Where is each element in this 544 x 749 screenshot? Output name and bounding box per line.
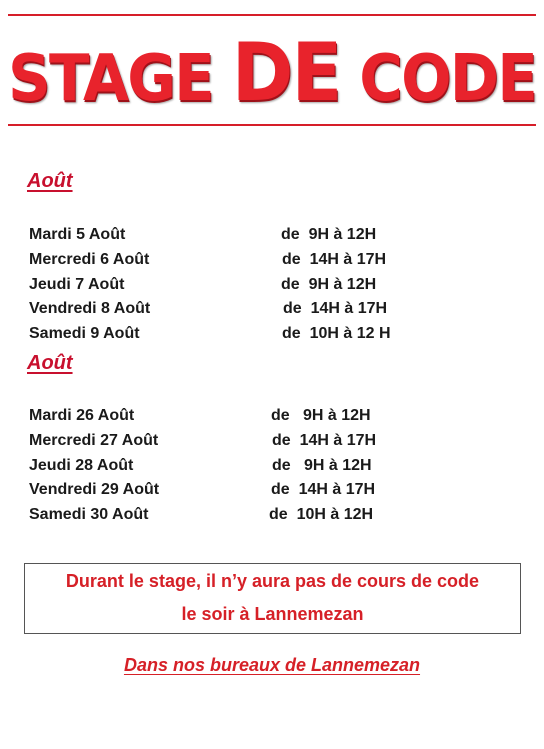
schedule-row (0, 276, 544, 301)
banner-title (8, 26, 536, 119)
banner-divider (8, 124, 536, 126)
top-divider (8, 14, 536, 16)
schedule-day: Mercredi 6 Août (29, 250, 150, 268)
schedule-day: Mardi 26 Août (29, 407, 135, 424)
schedule-row (0, 457, 544, 482)
schedule-day: Mercredi 27 Août (29, 431, 159, 449)
schedule-day: Jeudi 7 Août (29, 275, 125, 293)
schedule-day: Vendredi 8 Août (29, 300, 151, 318)
schedule-day: Jeudi 28 Août (29, 456, 134, 474)
notice-line-2: le soir à Lannemezan (181, 604, 364, 624)
schedule-time: de 10H à 12H (269, 506, 374, 524)
schedule-time: de 9H à 12H (281, 226, 377, 243)
schedule-time: de 14H à 17H (272, 431, 377, 449)
title-banner (0, 26, 544, 126)
footer-location: Dans nos bureaux de Lannemezan (123, 655, 421, 675)
schedule-time: de 9H à 12H (272, 456, 372, 474)
schedule-row (0, 432, 544, 457)
banner-title-de: DE (231, 26, 341, 119)
notice-line-1: Durant le stage, il n’y aura pas de cours de code (65, 571, 480, 591)
schedule-day: Samedi 9 Août (29, 325, 140, 343)
schedule-list (0, 226, 544, 350)
schedule-day: Vendredi 29 Août (29, 481, 160, 499)
schedule-time: de 9H à 12H (271, 407, 371, 424)
schedule-row (0, 325, 544, 350)
schedule-row (0, 481, 544, 506)
schedule-day: Samedi 30 Août (29, 506, 149, 524)
schedule-time: de 10H à 12 H (282, 325, 391, 343)
schedule-row (0, 506, 544, 531)
schedule-time: de 14H à 17H (283, 300, 388, 318)
month-heading: Août (27, 170, 73, 192)
schedule-list (0, 407, 544, 531)
schedule-row (0, 407, 544, 432)
schedule-time: de 9H à 12H (281, 275, 377, 293)
schedule-time: de 14H à 17H (282, 250, 387, 268)
schedule-time: de 14H à 17H (271, 481, 376, 499)
banner-title-code: CODE (340, 42, 536, 116)
banner-title-stage: STAGE (8, 42, 232, 116)
month-heading: Août (27, 352, 73, 374)
schedule-day: Mardi 5 Août (29, 226, 126, 243)
schedule-row (0, 251, 544, 276)
schedule-row (0, 226, 544, 251)
notice-box (24, 563, 521, 634)
schedule-row (0, 300, 544, 325)
